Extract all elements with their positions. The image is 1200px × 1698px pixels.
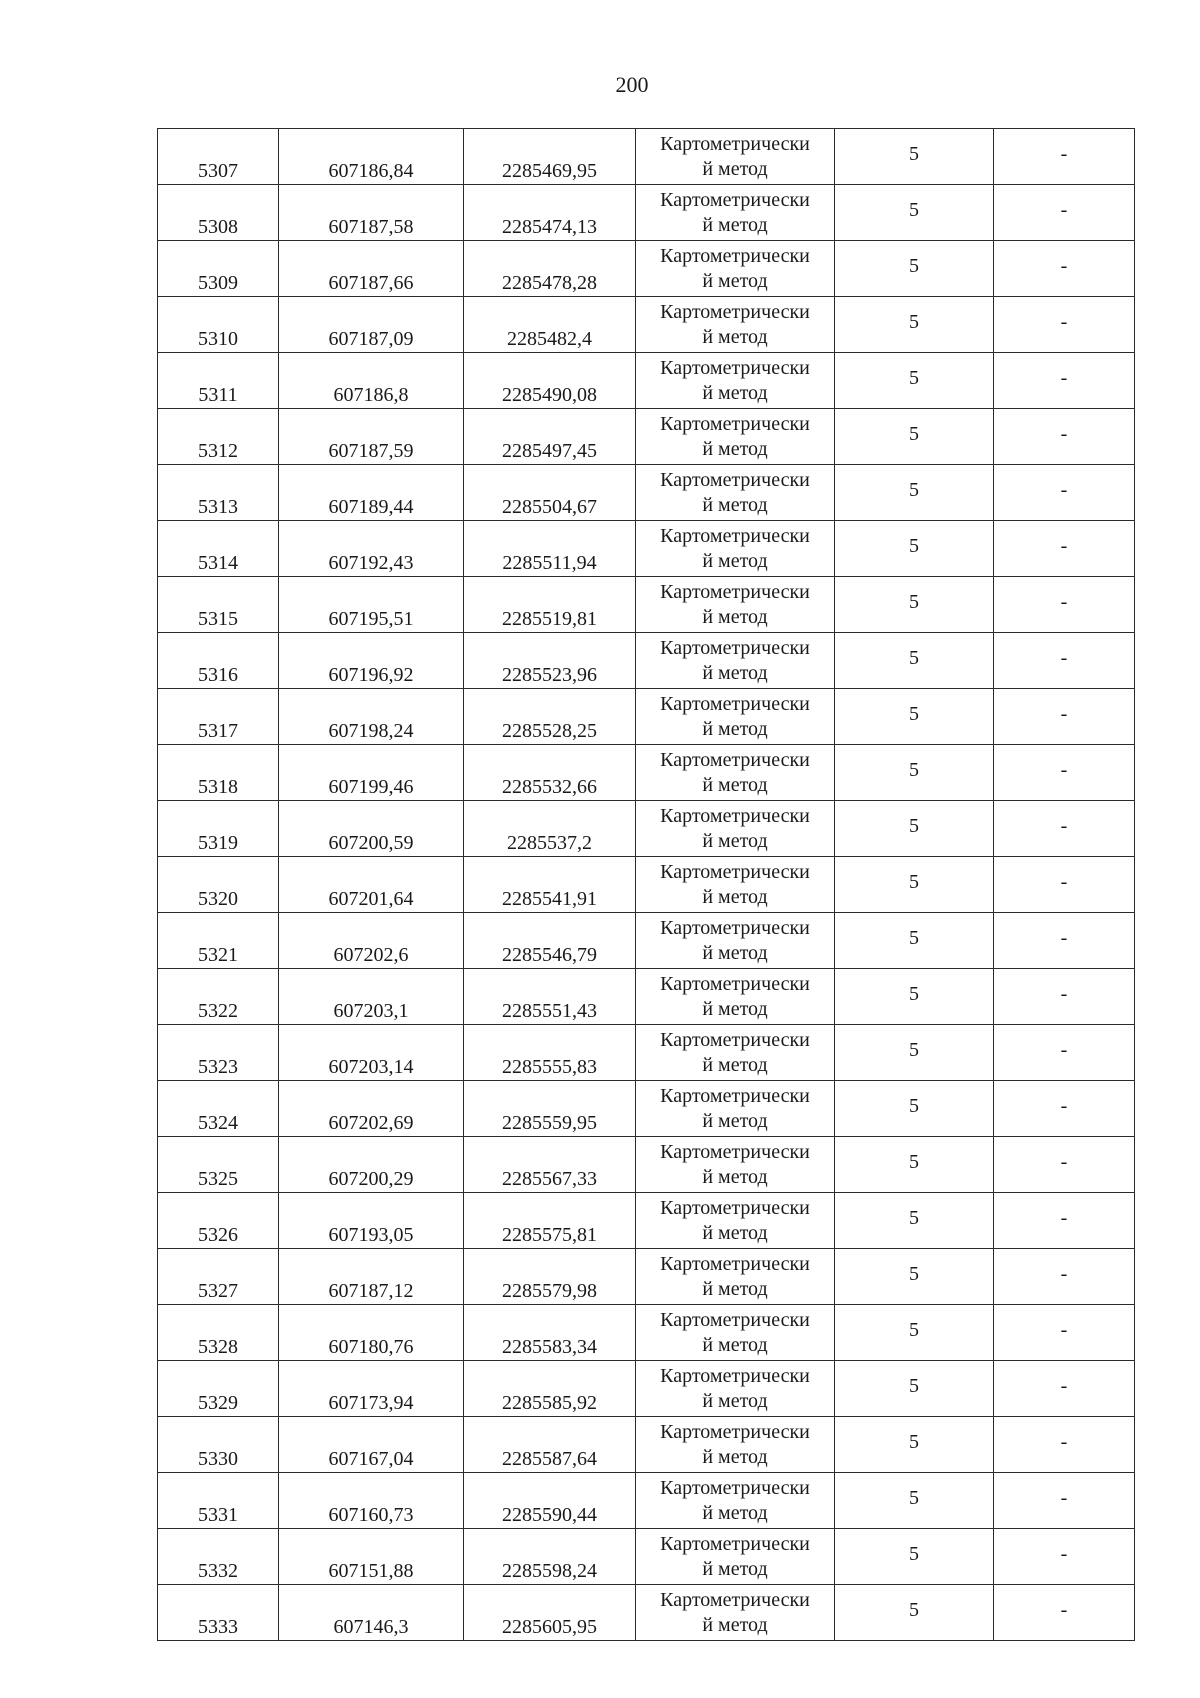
accuracy-cell: 5	[835, 185, 994, 241]
point-number-cell: 5318	[158, 745, 279, 801]
x-coordinate-cell: 607192,43	[279, 521, 464, 577]
point-number-cell: 5314	[158, 521, 279, 577]
x-coordinate-cell: 607151,88	[279, 1529, 464, 1585]
method-cell	[636, 521, 835, 577]
note-cell: -	[994, 1529, 1135, 1585]
method-cell	[636, 857, 835, 913]
x-coordinate-cell: 607186,8	[279, 353, 464, 409]
method-text-line-2: й метод	[702, 829, 768, 852]
method-text-line-2: й метод	[702, 773, 768, 796]
note-cell: -	[994, 969, 1135, 1025]
y-coordinate-cell: 2285497,45	[464, 409, 636, 465]
y-coordinate-cell: 2285504,67	[464, 465, 636, 521]
method-text-line-1: Картометрически	[660, 1084, 810, 1107]
point-number-cell: 5324	[158, 1081, 279, 1137]
method-text-line-1: Картометрически	[660, 1532, 810, 1555]
method-text-line-1: Картометрически	[660, 1196, 810, 1219]
method-text-line-2: й метод	[702, 941, 768, 964]
accuracy-cell: 5	[835, 1193, 994, 1249]
table-row	[158, 353, 1135, 409]
table-row	[158, 633, 1135, 689]
method-cell	[636, 1529, 835, 1585]
y-coordinate-cell: 2285519,81	[464, 577, 636, 633]
accuracy-cell: 5	[835, 1025, 994, 1081]
method-text-line-1: Картометрически	[660, 692, 810, 715]
method-text-line-1: Картометрически	[660, 1252, 810, 1275]
x-coordinate-cell: 607203,1	[279, 969, 464, 1025]
accuracy-cell: 5	[835, 353, 994, 409]
method-text-line-1: Картометрически	[660, 524, 810, 547]
method-text-line-1: Картометрически	[660, 860, 810, 883]
method-cell	[636, 969, 835, 1025]
y-coordinate-cell: 2285605,95	[464, 1585, 636, 1641]
point-number-cell: 5322	[158, 969, 279, 1025]
accuracy-cell: 5	[835, 689, 994, 745]
y-coordinate-cell: 2285590,44	[464, 1473, 636, 1529]
method-text-line-2: й метод	[702, 325, 768, 348]
method-text-line-2: й метод	[702, 1445, 768, 1468]
method-cell	[636, 577, 835, 633]
method-text-line-2: й метод	[702, 661, 768, 684]
method-cell	[636, 297, 835, 353]
note-cell: -	[994, 521, 1135, 577]
table-row	[158, 801, 1135, 857]
method-text-line-1: Картометрически	[660, 636, 810, 659]
table-row	[158, 1249, 1135, 1305]
accuracy-cell: 5	[835, 1249, 994, 1305]
table-row	[158, 409, 1135, 465]
table-row	[158, 1417, 1135, 1473]
note-cell: -	[994, 633, 1135, 689]
x-coordinate-cell: 607202,69	[279, 1081, 464, 1137]
note-cell: -	[994, 1137, 1135, 1193]
method-cell	[636, 241, 835, 297]
point-number-cell: 5313	[158, 465, 279, 521]
note-cell: -	[994, 353, 1135, 409]
x-coordinate-cell: 607167,04	[279, 1417, 464, 1473]
x-coordinate-cell: 607196,92	[279, 633, 464, 689]
method-text-line-2: й метод	[702, 1333, 768, 1356]
y-coordinate-cell: 2285555,83	[464, 1025, 636, 1081]
accuracy-cell: 5	[835, 1137, 994, 1193]
note-cell: -	[994, 1585, 1135, 1641]
y-coordinate-cell: 2285523,96	[464, 633, 636, 689]
accuracy-cell: 5	[835, 409, 994, 465]
method-text-line-1: Картометрически	[660, 1588, 810, 1611]
note-cell: -	[994, 1473, 1135, 1529]
table-row	[158, 1305, 1135, 1361]
y-coordinate-cell: 2285546,79	[464, 913, 636, 969]
method-text-line-2: й метод	[702, 213, 768, 236]
accuracy-cell: 5	[835, 1305, 994, 1361]
note-cell: -	[994, 577, 1135, 633]
method-cell	[636, 185, 835, 241]
table-row	[158, 1081, 1135, 1137]
method-cell	[636, 129, 835, 185]
note-cell: -	[994, 185, 1135, 241]
note-cell: -	[994, 409, 1135, 465]
method-cell	[636, 913, 835, 969]
method-text-line-1: Картометрически	[660, 804, 810, 827]
method-text-line-1: Картометрически	[660, 412, 810, 435]
method-text-line-1: Картометрически	[660, 916, 810, 939]
x-coordinate-cell: 607186,84	[279, 129, 464, 185]
method-text-line-2: й метод	[702, 997, 768, 1020]
point-number-cell: 5315	[158, 577, 279, 633]
table-row	[158, 465, 1135, 521]
y-coordinate-cell: 2285551,43	[464, 969, 636, 1025]
table-row	[158, 1585, 1135, 1641]
x-coordinate-cell: 607193,05	[279, 1193, 464, 1249]
point-number-cell: 5320	[158, 857, 279, 913]
method-cell	[636, 1249, 835, 1305]
method-text-line-2: й метод	[702, 1389, 768, 1412]
x-coordinate-cell: 607189,44	[279, 465, 464, 521]
point-number-cell: 5316	[158, 633, 279, 689]
method-text-line-2: й метод	[702, 717, 768, 740]
x-coordinate-cell: 607195,51	[279, 577, 464, 633]
note-cell: -	[994, 801, 1135, 857]
accuracy-cell: 5	[835, 745, 994, 801]
method-text-line-1: Картометрически	[660, 748, 810, 771]
x-coordinate-cell: 607180,76	[279, 1305, 464, 1361]
accuracy-cell: 5	[835, 1361, 994, 1417]
method-text-line-2: й метод	[702, 885, 768, 908]
table-row	[158, 689, 1135, 745]
method-text-line-2: й метод	[702, 1221, 768, 1244]
accuracy-cell: 5	[835, 633, 994, 689]
table-row	[158, 129, 1135, 185]
table-row	[158, 241, 1135, 297]
table-row	[158, 1473, 1135, 1529]
table-row	[158, 297, 1135, 353]
note-cell: -	[994, 1361, 1135, 1417]
note-cell: -	[994, 297, 1135, 353]
method-cell	[636, 1585, 835, 1641]
method-cell	[636, 1305, 835, 1361]
accuracy-cell: 5	[835, 241, 994, 297]
accuracy-cell: 5	[835, 1529, 994, 1585]
table-row	[158, 745, 1135, 801]
method-text-line-1: Картометрически	[660, 1364, 810, 1387]
point-number-cell: 5311	[158, 353, 279, 409]
y-coordinate-cell: 2285528,25	[464, 689, 636, 745]
note-cell: -	[994, 913, 1135, 969]
accuracy-cell: 5	[835, 969, 994, 1025]
accuracy-cell: 5	[835, 521, 994, 577]
note-cell: -	[994, 1305, 1135, 1361]
note-cell: -	[994, 1249, 1135, 1305]
point-number-cell: 5325	[158, 1137, 279, 1193]
table-row	[158, 577, 1135, 633]
note-cell: -	[994, 1193, 1135, 1249]
y-coordinate-cell: 2285537,2	[464, 801, 636, 857]
y-coordinate-cell: 2285567,33	[464, 1137, 636, 1193]
method-cell	[636, 1193, 835, 1249]
accuracy-cell: 5	[835, 857, 994, 913]
method-text-line-1: Картометрически	[660, 132, 810, 155]
x-coordinate-cell: 607173,94	[279, 1361, 464, 1417]
point-number-cell: 5331	[158, 1473, 279, 1529]
y-coordinate-cell: 2285474,13	[464, 185, 636, 241]
point-number-cell: 5307	[158, 129, 279, 185]
note-cell: -	[994, 689, 1135, 745]
y-coordinate-cell: 2285583,34	[464, 1305, 636, 1361]
method-text-line-1: Картометрически	[660, 188, 810, 211]
method-text-line-1: Картометрически	[660, 972, 810, 995]
y-coordinate-cell: 2285598,24	[464, 1529, 636, 1585]
note-cell: -	[994, 745, 1135, 801]
method-cell	[636, 409, 835, 465]
table-row	[158, 1529, 1135, 1585]
table-row	[158, 857, 1135, 913]
point-number-cell: 5328	[158, 1305, 279, 1361]
x-coordinate-cell: 607146,3	[279, 1585, 464, 1641]
point-number-cell: 5308	[158, 185, 279, 241]
method-text-line-1: Картометрически	[660, 1308, 810, 1331]
method-text-line-1: Картометрически	[660, 1140, 810, 1163]
accuracy-cell: 5	[835, 465, 994, 521]
note-cell: -	[994, 1417, 1135, 1473]
y-coordinate-cell: 2285511,94	[464, 521, 636, 577]
point-number-cell: 5312	[158, 409, 279, 465]
point-number-cell: 5332	[158, 1529, 279, 1585]
point-number-cell: 5323	[158, 1025, 279, 1081]
point-number-cell: 5321	[158, 913, 279, 969]
x-coordinate-cell: 607202,6	[279, 913, 464, 969]
method-text-line-2: й метод	[702, 157, 768, 180]
note-cell: -	[994, 1081, 1135, 1137]
method-text-line-2: й метод	[702, 605, 768, 628]
accuracy-cell: 5	[835, 1081, 994, 1137]
point-number-cell: 5309	[158, 241, 279, 297]
method-text-line-2: й метод	[702, 1109, 768, 1132]
coordinates-table	[157, 128, 1135, 1641]
method-cell	[636, 1361, 835, 1417]
y-coordinate-cell: 2285478,28	[464, 241, 636, 297]
x-coordinate-cell: 607200,29	[279, 1137, 464, 1193]
method-text-line-2: й метод	[702, 1557, 768, 1580]
method-cell	[636, 801, 835, 857]
accuracy-cell: 5	[835, 1417, 994, 1473]
accuracy-cell: 5	[835, 297, 994, 353]
page-number: 200	[615, 72, 649, 97]
note-cell: -	[994, 129, 1135, 185]
x-coordinate-cell: 607198,24	[279, 689, 464, 745]
note-cell: -	[994, 241, 1135, 297]
method-text-line-2: й метод	[702, 1501, 768, 1524]
method-text-line-2: й метод	[702, 269, 768, 292]
x-coordinate-cell: 607187,12	[279, 1249, 464, 1305]
table-row	[158, 913, 1135, 969]
method-text-line-2: й метод	[702, 549, 768, 572]
point-number-cell: 5329	[158, 1361, 279, 1417]
x-coordinate-cell: 607160,73	[279, 1473, 464, 1529]
method-text-line-1: Картометрически	[660, 468, 810, 491]
table-row	[158, 1193, 1135, 1249]
method-text-line-2: й метод	[702, 381, 768, 404]
y-coordinate-cell: 2285587,64	[464, 1417, 636, 1473]
point-number-cell: 5310	[158, 297, 279, 353]
method-text-line-1: Картометрически	[660, 1476, 810, 1499]
method-cell	[636, 1081, 835, 1137]
method-text-line-2: й метод	[702, 1165, 768, 1188]
method-cell	[636, 465, 835, 521]
method-text-line-1: Картометрически	[660, 300, 810, 323]
y-coordinate-cell: 2285575,81	[464, 1193, 636, 1249]
accuracy-cell: 5	[835, 577, 994, 633]
point-number-cell: 5333	[158, 1585, 279, 1641]
point-number-cell: 5327	[158, 1249, 279, 1305]
x-coordinate-cell: 607201,64	[279, 857, 464, 913]
y-coordinate-cell: 2285541,91	[464, 857, 636, 913]
x-coordinate-cell: 607187,09	[279, 297, 464, 353]
y-coordinate-cell: 2285559,95	[464, 1081, 636, 1137]
table-row	[158, 1361, 1135, 1417]
y-coordinate-cell: 2285469,95	[464, 129, 636, 185]
point-number-cell: 5317	[158, 689, 279, 745]
table-row	[158, 969, 1135, 1025]
accuracy-cell: 5	[835, 1473, 994, 1529]
point-number-cell: 5330	[158, 1417, 279, 1473]
method-text-line-1: Картометрически	[660, 356, 810, 379]
x-coordinate-cell: 607199,46	[279, 745, 464, 801]
point-number-cell: 5326	[158, 1193, 279, 1249]
note-cell: -	[994, 857, 1135, 913]
method-cell	[636, 633, 835, 689]
y-coordinate-cell: 2285490,08	[464, 353, 636, 409]
method-text-line-1: Картометрически	[660, 1420, 810, 1443]
x-coordinate-cell: 607200,59	[279, 801, 464, 857]
note-cell: -	[994, 1025, 1135, 1081]
x-coordinate-cell: 607187,66	[279, 241, 464, 297]
y-coordinate-cell: 2285532,66	[464, 745, 636, 801]
accuracy-cell: 5	[835, 129, 994, 185]
method-cell	[636, 353, 835, 409]
method-text-line-2: й метод	[702, 1277, 768, 1300]
y-coordinate-cell: 2285482,4	[464, 297, 636, 353]
method-cell	[636, 1417, 835, 1473]
coordinates-table-body	[158, 129, 1135, 1641]
table-row	[158, 521, 1135, 577]
x-coordinate-cell: 607203,14	[279, 1025, 464, 1081]
method-text-line-1: Картометрически	[660, 244, 810, 267]
note-cell: -	[994, 465, 1135, 521]
y-coordinate-cell: 2285579,98	[464, 1249, 636, 1305]
y-coordinate-cell: 2285585,92	[464, 1361, 636, 1417]
method-text-line-1: Картометрически	[660, 580, 810, 603]
method-text-line-2: й метод	[702, 1053, 768, 1076]
point-number-cell: 5319	[158, 801, 279, 857]
method-cell	[636, 1473, 835, 1529]
accuracy-cell: 5	[835, 913, 994, 969]
method-cell	[636, 689, 835, 745]
table-row	[158, 185, 1135, 241]
table-row	[158, 1137, 1135, 1193]
x-coordinate-cell: 607187,58	[279, 185, 464, 241]
method-text-line-2: й метод	[702, 1613, 768, 1636]
method-cell	[636, 745, 835, 801]
method-cell	[636, 1137, 835, 1193]
table-row	[158, 1025, 1135, 1081]
x-coordinate-cell: 607187,59	[279, 409, 464, 465]
method-text-line-2: й метод	[702, 493, 768, 516]
method-text-line-2: й метод	[702, 437, 768, 460]
accuracy-cell: 5	[835, 801, 994, 857]
method-cell	[636, 1025, 835, 1081]
method-text-line-1: Картометрически	[660, 1028, 810, 1051]
accuracy-cell: 5	[835, 1585, 994, 1641]
